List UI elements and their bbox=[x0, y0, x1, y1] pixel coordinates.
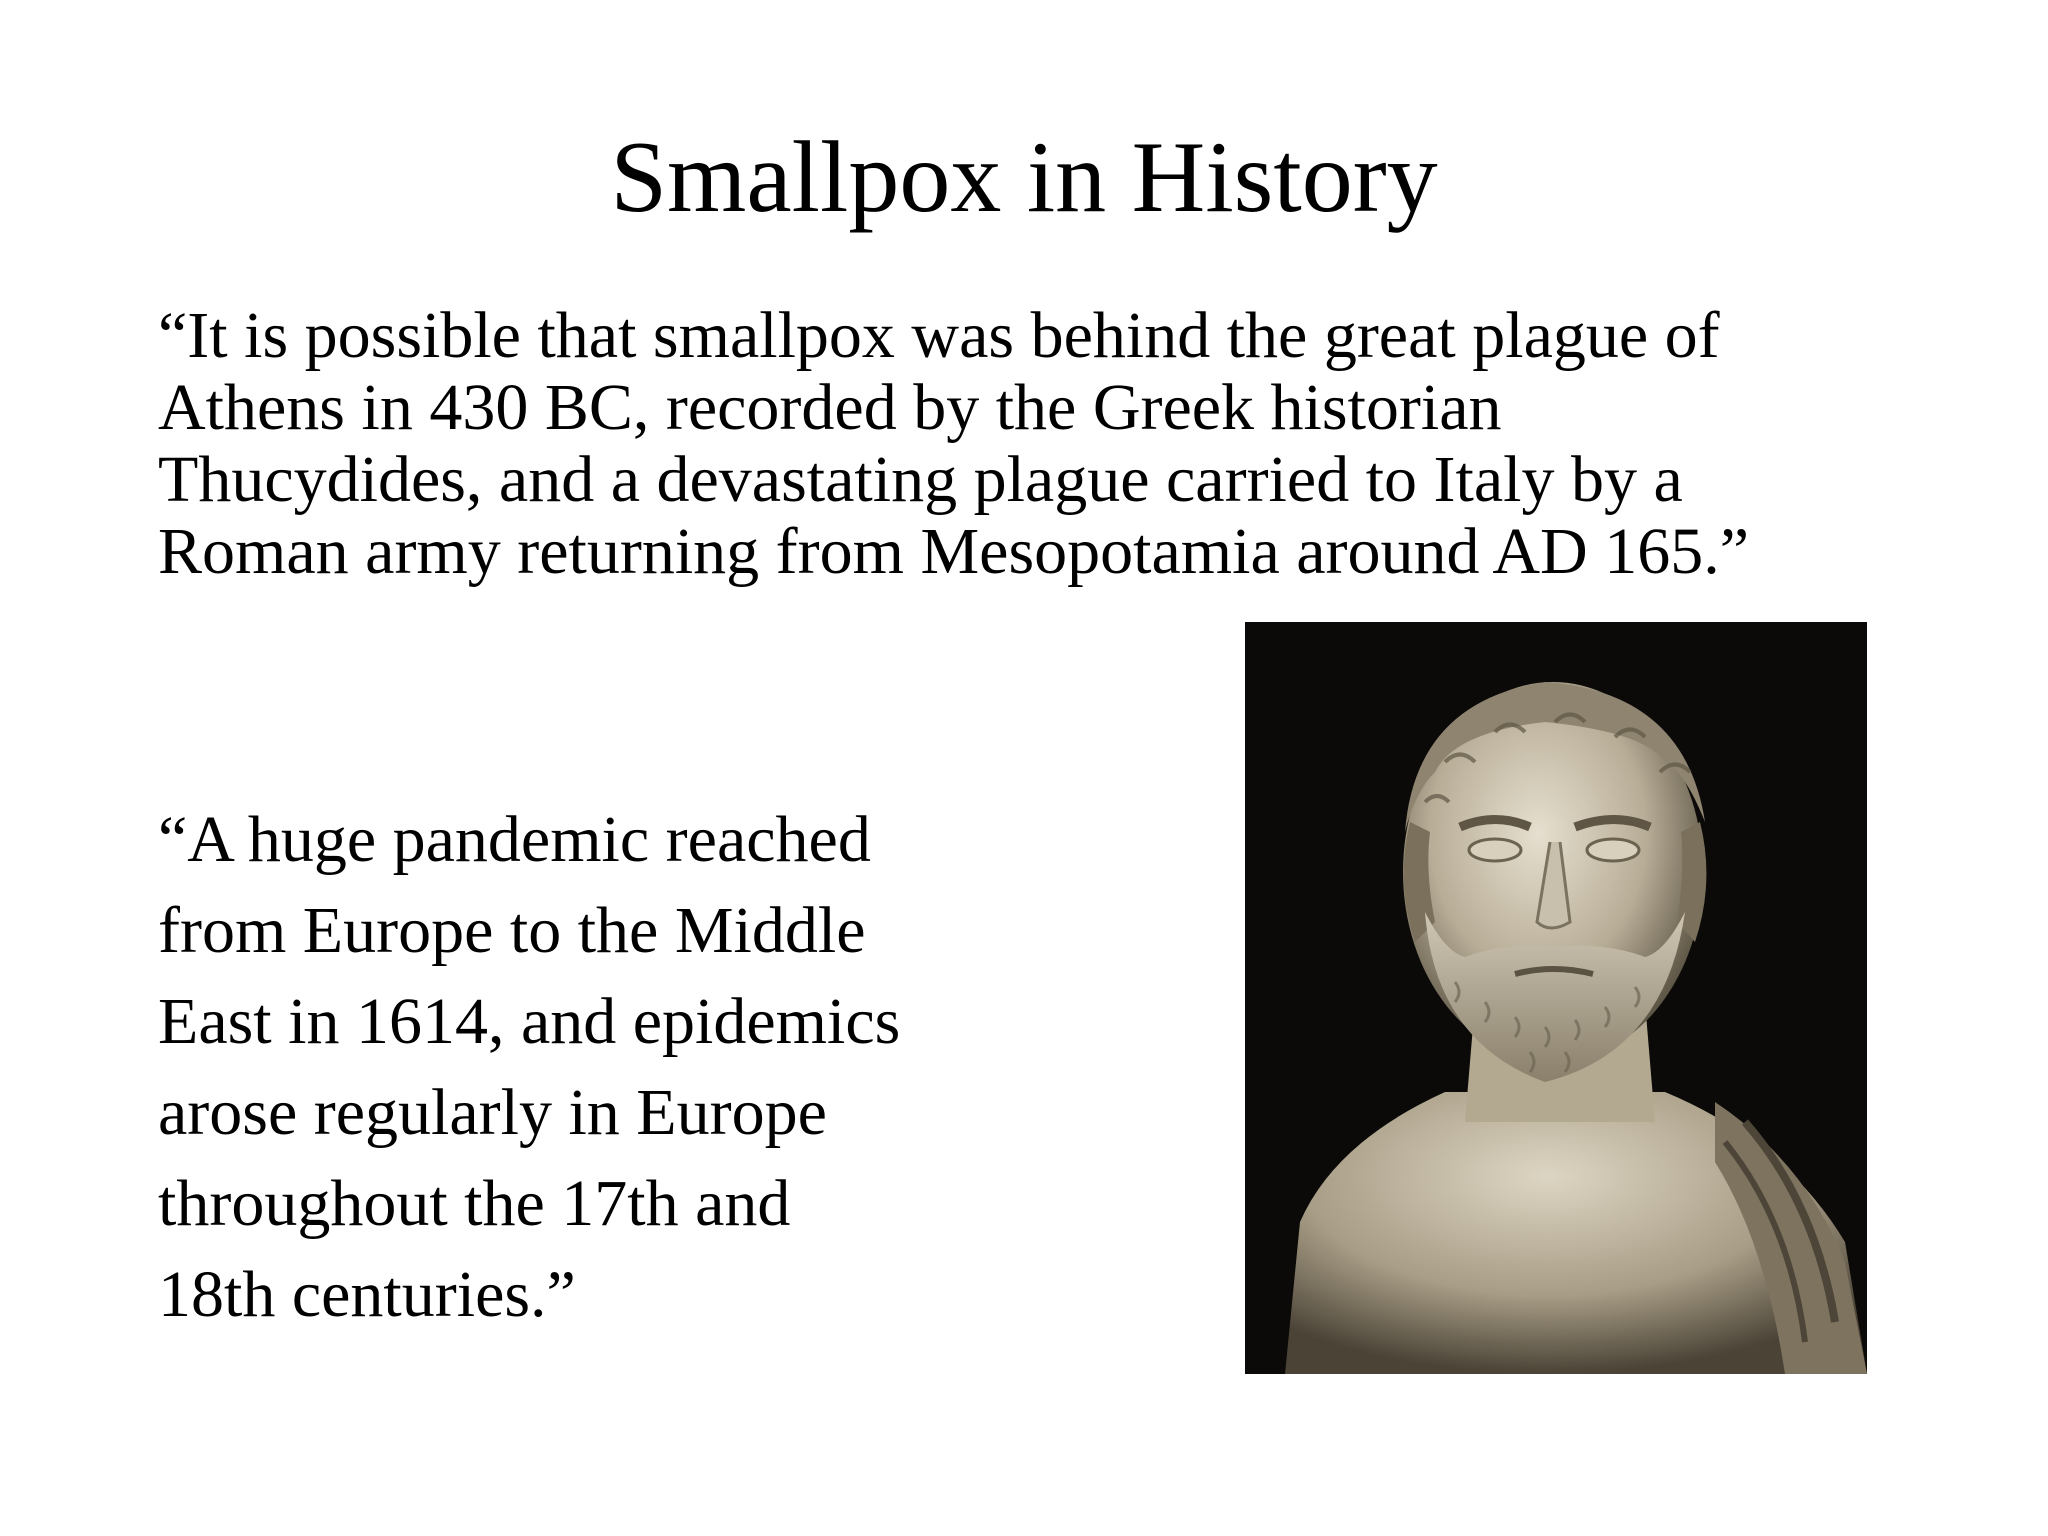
quote-line: “A huge pandemic reached bbox=[158, 803, 871, 876]
bust-icon bbox=[1245, 622, 1867, 1374]
quote-line: Roman army returning from Mesopotamia around AD 165.” bbox=[158, 515, 1749, 588]
quote-line: throughout the 17th and bbox=[158, 1167, 791, 1240]
quote-athens-plague bbox=[158, 300, 1978, 588]
thucydides-bust-photo bbox=[1245, 622, 1867, 1374]
quote-line: “It is possible that smallpox was behind the great plague of bbox=[158, 299, 1720, 372]
quote-line: Athens in 430 BC, recorded by the Greek historian bbox=[158, 371, 1502, 444]
quote-pandemic-1614 bbox=[158, 794, 998, 1340]
quote-line: from Europe to the Middle bbox=[158, 894, 866, 967]
slide-title: Smallpox in History bbox=[610, 121, 1438, 234]
quote-line: Thucydides, and a devastating plague carried to Italy by a bbox=[158, 443, 1683, 516]
quote-line: 18th centuries.” bbox=[158, 1258, 576, 1331]
quote-line: East in 1614, and epidemics bbox=[158, 985, 901, 1058]
quote-line: arose regularly in Europe bbox=[158, 1076, 827, 1149]
